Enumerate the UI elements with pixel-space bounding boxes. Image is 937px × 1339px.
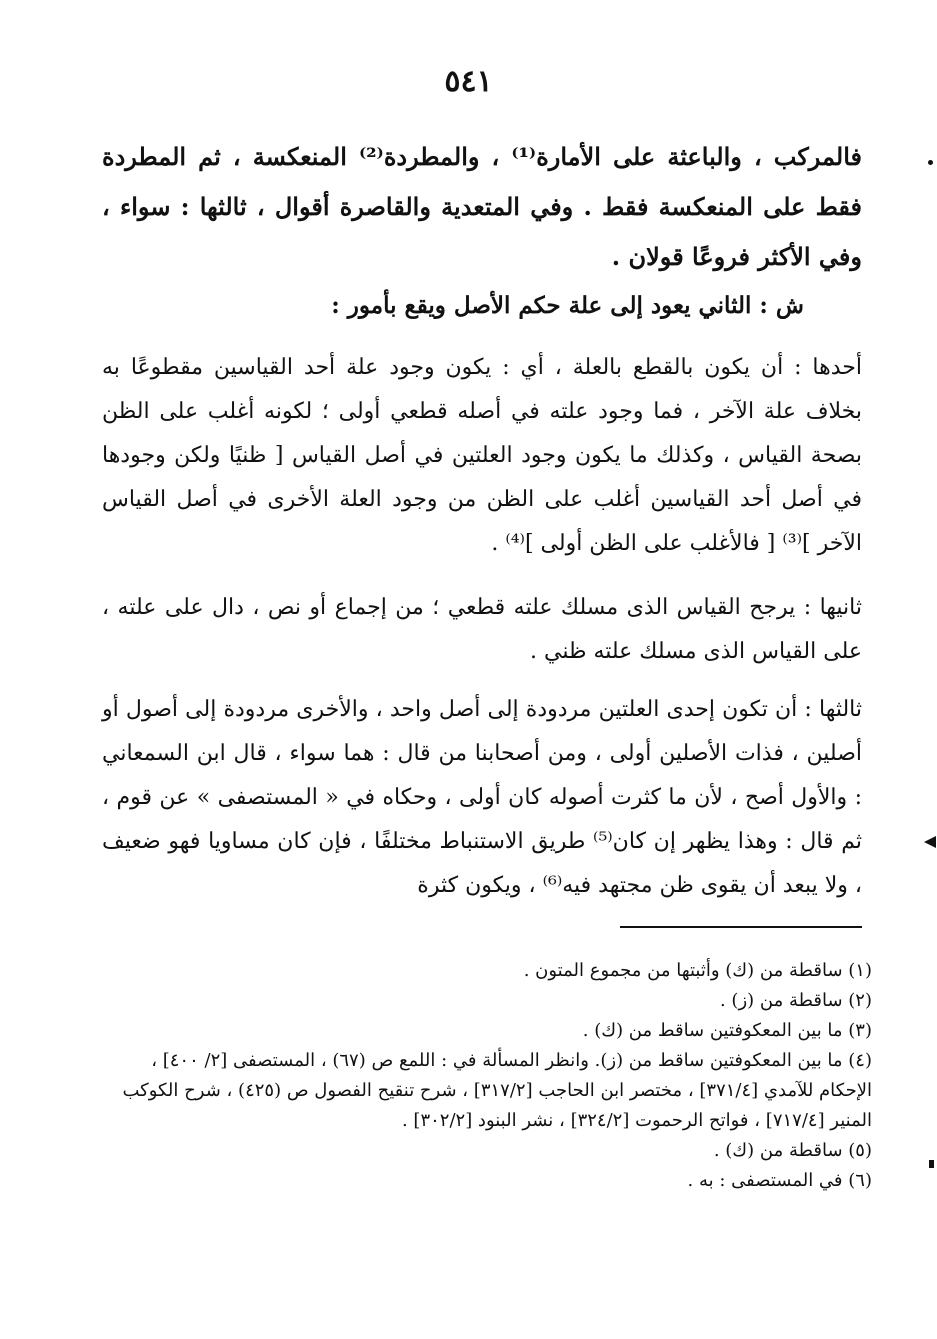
paragraph-second: ثانيها : يرجح القياس الذى مسلك علته قطعي ؛ من إجماع أو نص ، دال على علته ، على القياس الذى مسلك علته ظني . [102, 595, 862, 664]
footnote-item: (٣) ما بين المعكوفتين ساقط من (ك) . [582, 1020, 872, 1041]
paragraph-third: ثالثها : أن تكون إحدى العلتين مردودة إلى أصل واحد ، والأخرى مردودة إلى أصول أو أصلين ، فذات الأصلين أولى ، ومن أصحابنا من قال : هما سواء ، قال ابن السمعاني : والأول أصح ، لأن ما كثرت أصوله كان أولى ، وحكاه في « المستصفى » عن قوم ، ثم قال : وهذا يظهر إن كان⁽⁵⁾ طريق الاستنباط مختلفًا ، فإن كان مساويا فهو ضعيف ، ولا يبعد أن يقوى ظن مجتهد فيه⁽⁶⁾ ، ويكون كثرة [102, 697, 862, 898]
footnote-item: (١) ساقطة من (ك) وأثبتها من مجموع المتون . [523, 960, 872, 981]
page-number: ٥٤١ [444, 64, 493, 99]
footnote-item: (٥) ساقطة من (ك) . [713, 1140, 872, 1161]
margin-dash-mark [929, 1160, 934, 1168]
footnotes [102, 956, 872, 1196]
margin-arrow-mark [924, 836, 936, 848]
footnote-separator [620, 926, 862, 928]
footnote-item: (٤) ما بين المعكوفتين ساقط من (ز). وانظر المسألة في : اللمع ص (٦٧) ، المستصفى [٢/ ٤٠٠] ، الإحكام للآمدي [٣٧١/٤] ، مختصر ابن الحاجب [٣١٧/٢] ، شرح تنقيح الفصول ص (٤٢٥) ، شرح الكوكب المنير [٧١٧/٤] ، فواتح الرحموت [٣٢٤/٢] ، نشر البنود [٣٠٢/٢] . [122, 1050, 872, 1131]
matn-paragraph: فالمركب ، والباعثة على الأمارة⁽¹⁾ ، والمطردة⁽²⁾ المنعكسة ، ثم المطردة فقط على المنعكسة فقط . وفي المتعدية والقاصرة أقوال ، ثالثها : سواء ، وفي الأكثر فروعًا قولان . [102, 142, 863, 271]
paragraph-first: أحدها : أن يكون بالقطع بالعلة ، أي : يكون وجود علة أحد القياسين مقطوعًا به بخلاف علة الآخر ، فما وجود علته في أصله قطعي أولى ؛ لكونه أغلب على الظن بصحة القياس ، وكذلك ما يكون وجود العلتين في أصل القياس [ ظنيًا ولكن وجودها في أصل أحد القياسين أغلب على الظن من وجود العلة الأخرى في أصل القياس الآخر ]⁽³⁾ [ فالأغلب على الظن أولى ]⁽⁴⁾ . [102, 355, 862, 556]
margin-dot-mark [928, 160, 933, 165]
sharh-intro: ش : الثاني يعود إلى علة حكم الأصل ويقع بأمور : [331, 292, 804, 319]
footnote-item: (٦) في المستصفى : به . [687, 1170, 872, 1191]
footnote-item: (٢) ساقطة من (ز) . [719, 990, 872, 1011]
